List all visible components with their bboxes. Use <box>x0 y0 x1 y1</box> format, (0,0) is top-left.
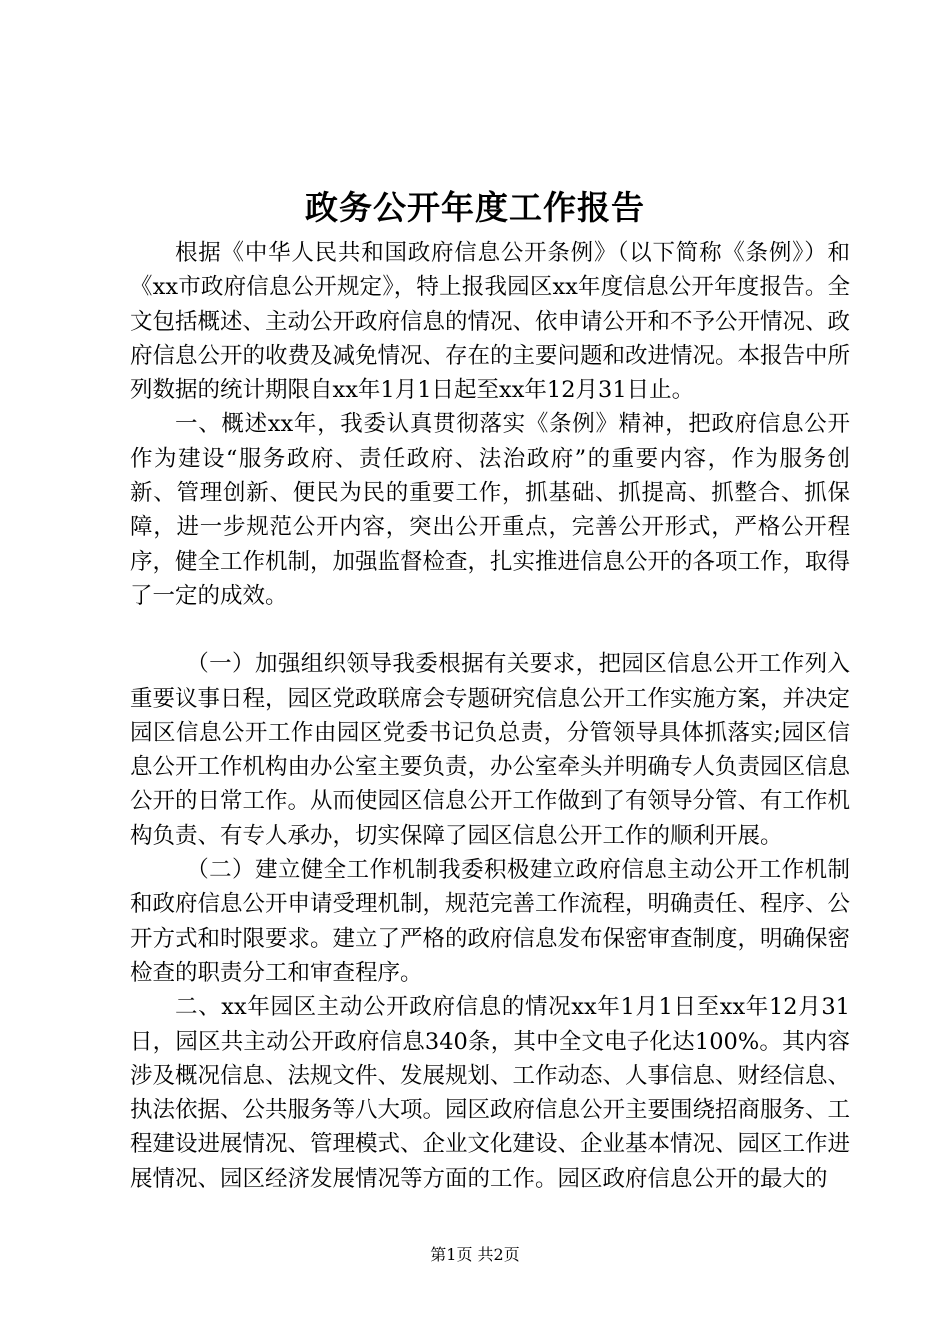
page-number-footer: 第1页 共2页 <box>430 1245 520 1264</box>
paragraph-spacer <box>130 613 850 647</box>
paragraph-intro: 根据《中华人民共和国政府信息公开条例》（以下简称《条例》）和《xx市政府信息公开规定》，特上报我园区xx年度信息公开年度报告。全文包括概述、主动公开政府信息的情况、依申请公开和不予公开情况、政府信息公开的收费及减免情况、存在的主要问题和改进情况。本报告中所列数据的统计期限自xx年1月1日起至xx年12月31日止。 <box>130 240 851 404</box>
document-body <box>130 236 850 1196</box>
document-title: 政务公开年度工作报告 <box>305 188 645 227</box>
paragraph-section-1: （一）加强组织领导我委根据有关要求，把园区信息公开工作列入重要议事日程，园区党政联席会专题研究信息公开工作实施方案，并决定园区信息公开工作由园区党委书记负总责，分管领导具体抓落实;园区信息公开工作机构由办公室主要负责，办公室牵头并明确专人负责园区信息公开的日常工作。从而使园区信息公开工作做到了有领导分管、有工作机构负责、有专人承办，切实保障了园区信息公开工作的顺利开展。 <box>130 651 851 849</box>
paragraph-section-2: （二）建立健全工作机制我委积极建立政府信息主动公开工作机制和政府信息公开申请受理机制，规范完善工作流程，明确责任、程序、公开方式和时限要求。建立了严格的政府信息发布保密审查制度，明确保密检查的职责分工和审查程序。 <box>130 857 851 986</box>
paragraph-proactive-disclosure: 二、xx年园区主动公开政府信息的情况xx年1月1日至xx年12月31日，园区共主动公开政府信息340条，其中全文电子化达100%。其内容涉及概况信息、法规文件、发展规划、工作动态、人事信息、财经信息、执法依据、公共服务等八大项。园区政府信息公开主要围绕招商服务、工程建设进展情况、管理模式、企业文化建设、企业基本情况、园区工作进展情况、园区经济发展情况等方面的工作。园区政府信息公开的最大的 <box>130 994 851 1192</box>
paragraph-overview: 一、概述xx年，我委认真贯彻落实《条例》精神，把政府信息公开作为建设“服务政府、责任政府、法治政府”的重要内容，作为服务创新、管理创新、便民为民的重要工作，抓基础、抓提高、抓整合、抓保障，进一步规范公开内容，突出公开重点，完善公开形式，严格公开程序，健全工作机制，加强监督检查，扎实推进信息公开的各项工作，取得了一定的成效。 <box>130 411 851 609</box>
